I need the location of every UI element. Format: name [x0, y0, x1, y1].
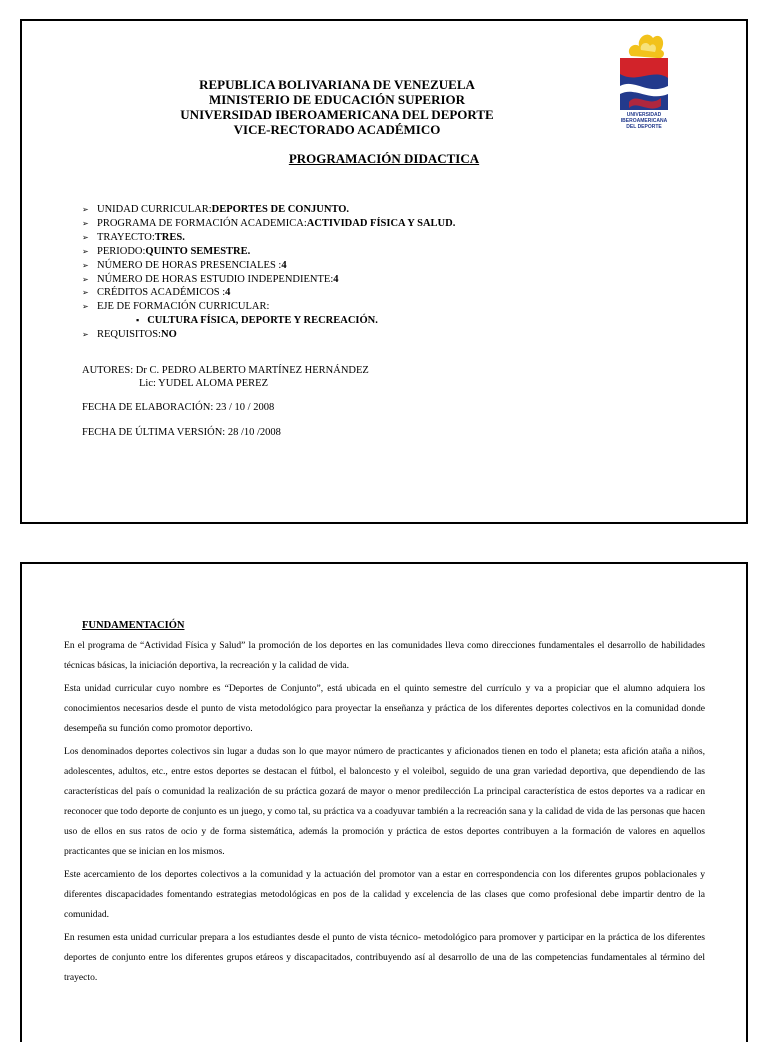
institution-header — [162, 77, 512, 137]
list-item: ➢ TRAYECTO: TRES. — [82, 231, 185, 243]
paragraph: Esta unidad curricular cuyo nombre es “Deportes de Conjunto”, está ubicada en el quinto semestre del currículo y va a propiciar que el alumno adquiera los conocimientos necesarios desde el punto de vista metodológico para proyectar la enseñanza y práctica de los diferentes deportes colectivos en la comunidad donde desempeña su función como promotor deportivo. — [64, 683, 705, 734]
list-item: ➢ REQUISITOS: NO — [82, 329, 177, 341]
arrow-bullet-icon: ➢ — [82, 218, 89, 228]
arrow-bullet-icon: ➢ — [82, 330, 89, 340]
square-bullet-icon: ▪ — [136, 315, 140, 326]
logo-text-line-2: IBEROAMERICANA — [620, 118, 668, 124]
header-line: UNIVERSIDAD IBEROAMERICANA DEL DEPORTE — [180, 107, 494, 122]
section-body — [64, 636, 705, 991]
arrow-bullet-icon: ➢ — [82, 302, 89, 312]
page-2 — [20, 562, 748, 1042]
list-item: ➢ UNIDAD CURRICULAR: DEPORTES DE CONJUNTO. — [82, 204, 350, 215]
authors-block — [82, 364, 369, 390]
logo-text-line-1: UNIVERSIDAD — [626, 112, 662, 118]
paragraph: Los denominados deportes colectivos sin lugar a dudas son lo que mayor número de practicantes y aficionados tienen en todo el planeta; esta afición ataña a niños, adolescentes, adultos, etc., entre estos deportes se destacan el fútbol, el baloncesto y el voleibol, seguido de una gran variedad deportiva, que dependiendo de las características del país o comunidad la realización de su práctica gozará de mayor o menor predilección La principal característica de estos deportes va a radicar en reconocer que todo deporte de conjunto es un juego, y como tal, su práctica va a coadyuvar también a la recreación sana y la calidad de vida de las personas que hacen uso de ellos en sus ratos de ocio y de forma sistemática, además la promoción y práctica de estos deportes contribuyen a la formación de valores en aquellos practicantes que se inician en los mismos. — [64, 746, 705, 857]
list-item: ➢ CRÉDITOS ACADÉMICOS : 4 — [82, 287, 231, 299]
header-line: REPUBLICA BOLIVARIANA DE VENEZUELA — [199, 77, 475, 92]
paragraph: En el programa de “Actividad Física y Salud” la promoción de los deportes en las comunidades lleva como direcciones fundamentales el desarrollo de habilidades técnicas básicas, la iniciación deportiva, la recreación y la calidad de vida. — [64, 640, 705, 671]
fecha-elaboracion: FECHA DE ELABORACIÓN: 23 / 10 / 2008 — [82, 402, 275, 413]
header-line: VICE-RECTORADO ACADÉMICO — [233, 122, 441, 137]
document-title: PROGRAMACIÓN DIDACTICA — [288, 151, 480, 166]
authors-line: Lic: YUDEL ALOMA PEREZ — [139, 378, 269, 389]
university-logo — [617, 28, 671, 130]
list-item: ➢ EJE DE FORMACIÓN CURRICULAR: — [82, 301, 270, 313]
logo-text-line-3: DEL DEPORTE — [626, 124, 662, 130]
paragraph: Este acercamiento de los deportes colectivos a la comunidad y la actuación del promotor van a estar en correspondencia con los diferentes grupos poblacionales y diferentes discapacidades fomentando estrategias metodológicas en pos de la calidad y excelencia de las clases que como profesional debe impartir dentro de la comunidad. — [64, 869, 705, 920]
fecha-ultima-version: FECHA DE ÚLTIMA VERSIÓN: 28 /10 /2008 — [82, 427, 281, 438]
authors-line: AUTORES: Dr C. PEDRO ALBERTO MARTÍNEZ HERNÁNDEZ — [82, 365, 369, 376]
arrow-bullet-icon: ➢ — [82, 205, 89, 214]
header-line: MINISTERIO DE EDUCACIÓN SUPERIOR — [208, 92, 466, 107]
arrow-bullet-icon: ➢ — [82, 232, 89, 242]
course-info-list — [82, 203, 455, 342]
list-item: ➢ PERIODO: QUINTO SEMESTRE. — [82, 245, 251, 257]
section-heading: FUNDAMENTACIÓN — [82, 620, 185, 631]
list-item: ➢ PROGRAMA DE FORMACIÓN ACADEMICA: ACTIVIDAD FÍSICA Y SALUD. — [82, 217, 456, 229]
arrow-bullet-icon: ➢ — [82, 288, 89, 298]
sub-list-item: ▪ CULTURA FÍSICA, DEPORTE Y RECREACIÓN. — [136, 315, 378, 327]
arrow-bullet-icon: ➢ — [82, 260, 89, 270]
page-1 — [20, 19, 748, 524]
arrow-bullet-icon: ➢ — [82, 246, 89, 256]
list-item: ➢ NÚMERO DE HORAS PRESENCIALES : 4 — [82, 259, 287, 271]
paragraph: En resumen esta unidad curricular prepara a los estudiantes desde el punto de vista técnico- metodológico para promover y participar en la práctica de los diferentes deportes de conjunto entre los diferentes grupos etáreos y discapacitados, contribuyendo así al desarrollo de una de las competencias fundamentales al término del trayecto. — [64, 932, 705, 983]
list-item: ➢ NÚMERO DE HORAS ESTUDIO INDEPENDIENTE: 4 — [82, 273, 339, 285]
arrow-bullet-icon: ➢ — [82, 274, 89, 284]
